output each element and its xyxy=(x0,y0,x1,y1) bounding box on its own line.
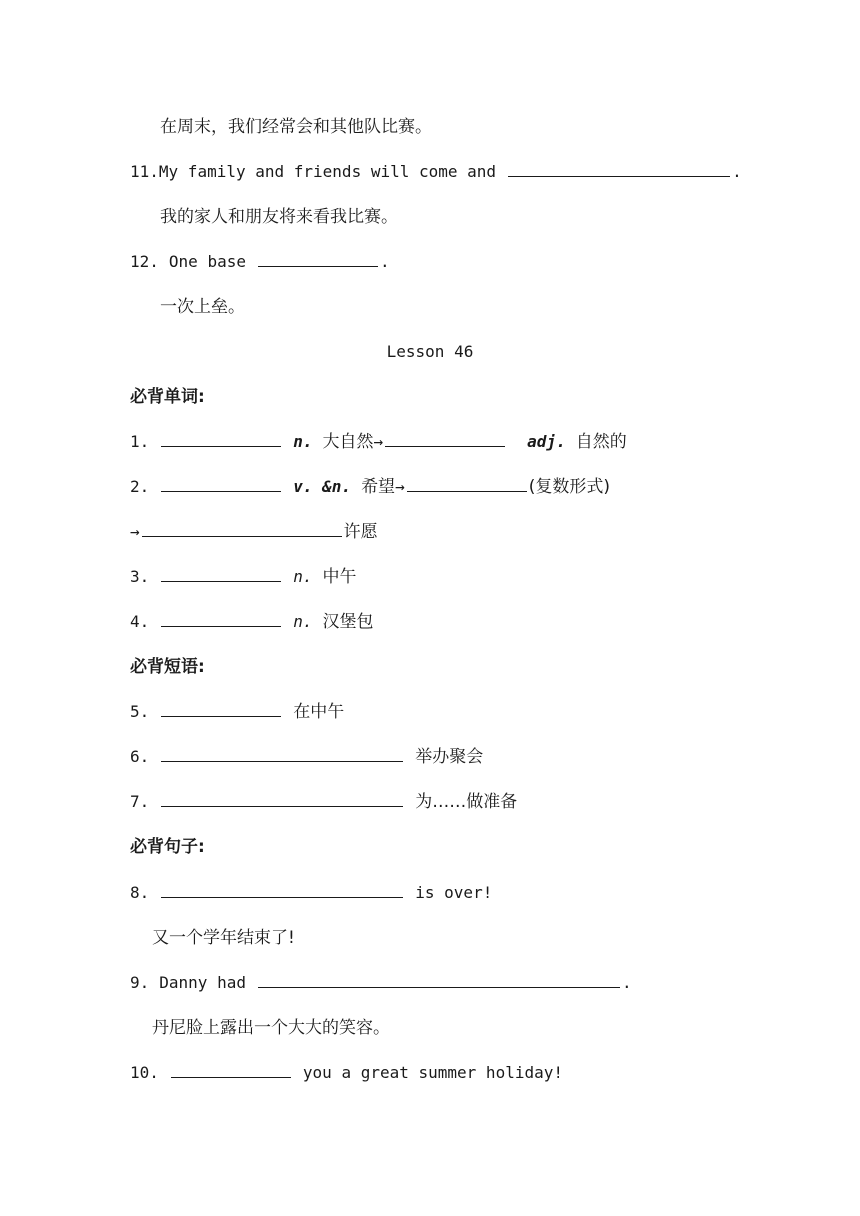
sentence-12-blank[interactable] xyxy=(258,252,378,267)
phrase-6-blank[interactable] xyxy=(161,747,403,762)
word-item-2-cont: → 许愿 xyxy=(130,522,378,542)
sentence-12-text: One base xyxy=(168,252,246,271)
phrases-heading: 必背短语: xyxy=(130,657,205,677)
word-item-2: 2. v. &n. 希望→ (复数形式) xyxy=(130,477,610,497)
phrase-item-5: 5. 在中午 xyxy=(130,702,345,722)
sentence-item-9: 9. Danny had . xyxy=(130,973,632,992)
sentence-11-translation: 我的家人和朋友将来看我比赛。 xyxy=(160,207,398,227)
word-4-blank[interactable] xyxy=(161,612,281,627)
sentence-11: 11.My family and friends will come and . xyxy=(130,162,742,181)
arrow-icon: → xyxy=(130,522,140,541)
phrase-item-7: 7. 为……做准备 xyxy=(130,792,518,812)
sentences-heading: 必背句子: xyxy=(130,837,205,857)
word-1-adj-blank[interactable] xyxy=(385,432,505,447)
phrase-item-6: 6. 举办聚会 xyxy=(130,747,484,767)
word-item-1: 1. n. 大自然→ adj. 自然的 xyxy=(130,432,627,452)
sentence-12-translation: 一次上垒。 xyxy=(160,297,245,317)
lesson-title: Lesson 46 xyxy=(386,342,474,361)
word-item-3: 3. n. 中午 xyxy=(130,567,357,587)
sentence-12-number: 12. xyxy=(130,252,159,271)
word-1-blank[interactable] xyxy=(161,432,281,447)
word-item-4: 4. n. 汉堡包 xyxy=(130,612,374,632)
sentence-9-blank[interactable] xyxy=(258,973,620,988)
sentence-8-blank[interactable] xyxy=(161,883,403,898)
arrow-icon: → xyxy=(373,432,384,451)
sentence-12: 12. One base . xyxy=(130,252,390,271)
sentence-11-text: My family and friends will come and xyxy=(158,162,497,181)
word-3-blank[interactable] xyxy=(161,567,281,582)
sentence-11-number: 11. xyxy=(130,162,159,181)
sentence-8-translation: 又一个学年结束了! xyxy=(152,928,295,948)
sentence-9-translation: 丹尼脸上露出一个大大的笑容。 xyxy=(152,1018,390,1038)
sentence-item-8: 8. is over! xyxy=(130,883,493,902)
word-2-blank[interactable] xyxy=(161,477,281,492)
words-heading: 必背单词: xyxy=(130,387,205,407)
phrase-5-blank[interactable] xyxy=(161,702,281,717)
sentence-10-blank[interactable] xyxy=(171,1063,291,1078)
phrase-7-blank[interactable] xyxy=(161,792,403,807)
word-2-wish-blank[interactable] xyxy=(142,522,342,537)
word-2-plural-blank[interactable] xyxy=(407,477,527,492)
sentence-11-blank[interactable] xyxy=(508,162,730,177)
arrow-icon: → xyxy=(395,477,405,496)
sentence-10-translation: 在周末，我们经常会和其他队比赛。 xyxy=(160,117,432,137)
sentence-item-10: 10. you a great summer holiday! xyxy=(130,1063,563,1082)
